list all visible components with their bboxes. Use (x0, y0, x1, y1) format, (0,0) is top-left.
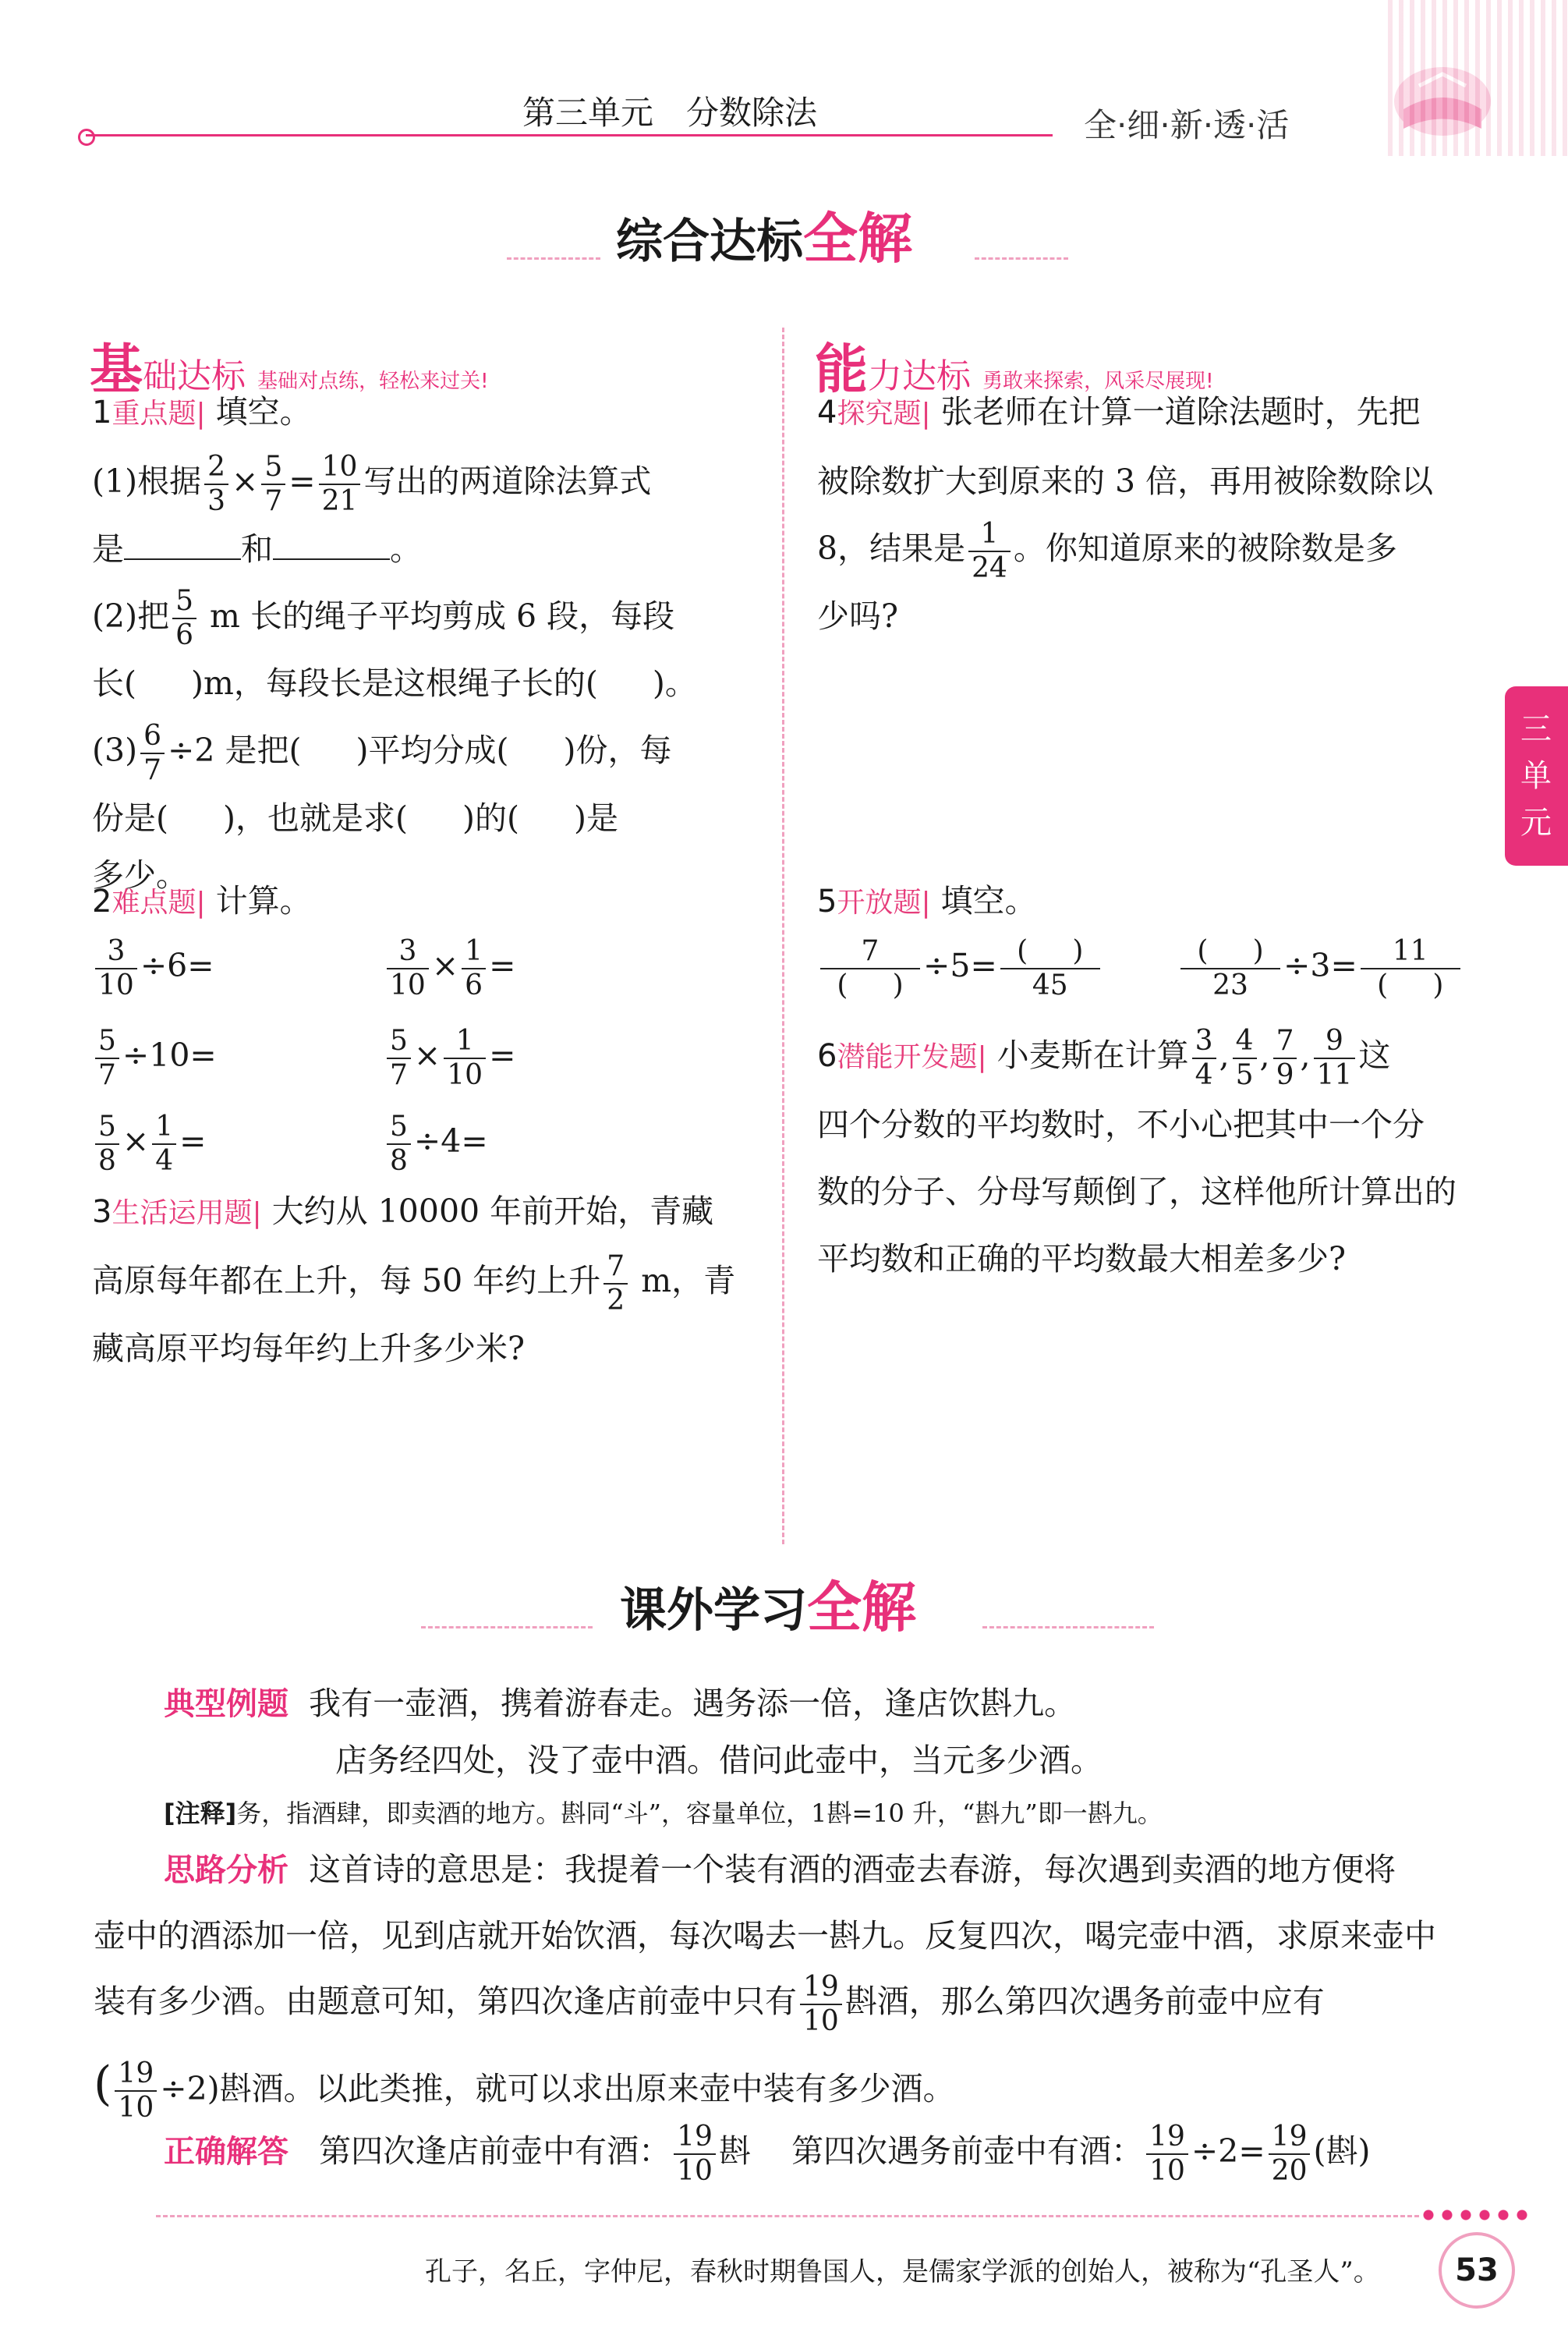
q1-p3-i: 多少。 (92, 856, 188, 894)
analysis-line3a: 装有多少酒。由题意可知，第四次逢店前壶中只有 (94, 1983, 797, 2020)
q6: 6潜能开发题| 小麦斯在计算 $\frac{3}{4}$ , $\frac{4}{5}$ , $\frac{7}{9}$ , $\frac{9}{11}$ 这 四个分数的平均数时，不小心把其中一个分 数的分子、分母写颠倒了，这样他所计算出的 平均数和正确的平均数最大相差多少? (817, 1022, 1503, 1292)
q2-div4: ÷4= (413, 1122, 488, 1160)
ability-header-sub: 勇敢来探索，风采尽展现! (982, 370, 1214, 393)
frac-19-10: $\frac{19}{10}$ (674, 2123, 716, 2185)
q1-p2-b: m 长的绳子平均剪成 6 段，每段 (210, 597, 675, 635)
frac-19-10: $\frac{19}{10}$ (800, 1973, 842, 2036)
basic-header-rest: 础达标 (143, 356, 246, 396)
q1-num: 1 (92, 395, 112, 431)
q1: 1重点题| 填空。 (1)根据 $\frac{2}{3}$ × $\frac{5}{7}$ = $\frac{10}{21}$ 写出的两道除法算式 是 和 。 (2)把 $\frac{5}{6}$ m 长的绳子平均剪成 6 段，每段 长( )m，每段长是这根绳子长的( )。 (3) $\frac{6}{7}$ ÷2 是把( )平均分成( )份，每 份是( )，也就是求( )的( )是 多少。 (92, 378, 763, 898)
q1-p3-e: 份是( (92, 799, 168, 837)
frac-4-5: $\frac{4}{5}$ (1233, 1027, 1257, 1090)
example (164, 1675, 1505, 1788)
section1-title-a: 综合达标 (616, 214, 803, 269)
frac-1-4: $\frac{1}{4}$ (152, 1113, 176, 1175)
section1-rule-right (975, 257, 1068, 260)
q2-tag: 2难点题| (92, 884, 206, 920)
q1-p3-b: ÷2 是把( (167, 732, 302, 769)
q1-p3-f: )，也就是求( (223, 799, 408, 837)
frac-blank-23: $\frac{( )}{23}$ (1180, 937, 1280, 1000)
q3-line3: 藏高原平均每年约上升多少米? (92, 1329, 525, 1367)
answer-a5: (斟) (1313, 2132, 1371, 2170)
frac-11-blank: $\frac{11}{( )}$ (1361, 937, 1460, 1000)
q1-p3-g: )的( (462, 799, 519, 837)
q2-tag-label: 难点题 (111, 887, 196, 919)
frac-5-8: $\frac{5}{8}$ (387, 1113, 411, 1175)
analysis-label: 思路分析 (164, 1852, 288, 1888)
q6-line2: 四个分数的平均数时，不小心把其中一个分 (817, 1106, 1425, 1143)
frac-5-7: $\frac{5}{7}$ (95, 1027, 119, 1090)
q1-p3-a: (3) (92, 732, 138, 769)
q6-line3: 数的分子、分母写颠倒了，这样他所计算出的 (817, 1173, 1457, 1210)
q5-tag-label: 开放题 (837, 887, 922, 919)
frac-7-9: $\frac{7}{9}$ (1273, 1027, 1297, 1090)
frac-2-3: $\frac{2}{3}$ (204, 453, 228, 516)
section1-title (616, 195, 912, 274)
q5-title: 填空。 (940, 882, 1037, 920)
frac-5-7: $\frac{5}{7}$ (261, 453, 285, 516)
side-tab-label: 三单元 (1520, 711, 1552, 841)
frac-7-blank: $\frac{7}{( )}$ (820, 937, 920, 1000)
q3-tag: 3生活运用题| (92, 1194, 262, 1230)
unit-title: 第三单元 分数除法 (522, 94, 818, 132)
q6-num: 6 (817, 1038, 837, 1074)
section2-title-a: 课外学习 (620, 1583, 807, 1638)
header-line (86, 134, 1053, 136)
frac-6-7: $\frac{6}{7}$ (140, 722, 165, 785)
q5 (817, 874, 1037, 930)
page-number: 53 (1439, 2232, 1515, 2309)
q4-num: 4 (817, 395, 837, 431)
q1-p2-c: 长( (92, 664, 136, 702)
header-motto: 全·细·新·透·活 (1084, 106, 1290, 144)
header-stripes (1388, 0, 1568, 156)
q3-line2a: 高原每年都在上升，每 50 年约上升 (92, 1262, 601, 1299)
q6-line1b: 这 (1358, 1037, 1391, 1074)
q1-p3-h: )是 (574, 799, 618, 837)
q3-line2b: m，青 (641, 1262, 736, 1299)
analysis-line3b: 斟酒，那么第四次遇务前壶中应有 (844, 1983, 1325, 2020)
q1-title: 填空。 (215, 393, 312, 431)
analysis (94, 1837, 1489, 2124)
frac-3-10: $\frac{3}{10}$ (387, 937, 429, 1000)
q4-line2: 被除数扩大到原来的 3 倍，再用被除数除以 (817, 462, 1434, 500)
q4-line3b: 。你知道原来的被除数是多 (1013, 530, 1397, 567)
footer-dots (1419, 2206, 1528, 2224)
q1-p2-e: )。 (652, 664, 697, 702)
q2-div6: ÷6= (140, 947, 214, 984)
section2-rule-right (982, 1626, 1154, 1628)
frac-5-6: $\frac{5}{6}$ (172, 587, 196, 650)
q6-tag-label: 潜能开发题 (837, 1041, 978, 1073)
frac-19-10: $\frac{19}{10}$ (1146, 2123, 1188, 2185)
q4 (817, 378, 1488, 650)
q5-tag: 5开放题| (817, 884, 931, 920)
answer-a2: 斟 (718, 2132, 751, 2170)
q1-p2-d: )m，每段长是这根绳子长的( (191, 664, 598, 702)
q2 (92, 874, 763, 930)
example-line2: 店务经四处，没了壶中酒。借问此壶中，当元多少酒。 (335, 1742, 1103, 1779)
analysis-line4c: 斟酒。以此类推，就可以求出原来壶中装有多少酒。 (219, 2069, 955, 2107)
footer-text: 孔子，名丘，字仲尼，春秋时期鲁国人，是儒家学派的创始人，被称为“孔圣人”。 (425, 2256, 1380, 2288)
section1-title-b: 全解 (803, 207, 912, 271)
frac-blank-45: $\frac{( )}{45}$ (1000, 937, 1100, 1000)
note-text: 务，指酒肆，即卖酒的地方。斟同“斗”，容量单位，1斟=10 升，“斟九”即一斟九。 (236, 1799, 1163, 1828)
q4-line3a: 8，结果是 (817, 530, 966, 567)
frac-5-8: $\frac{5}{8}$ (95, 1113, 119, 1175)
frac-1-6: $\frac{1}{6}$ (462, 937, 486, 1000)
q2-item-6 (384, 1107, 488, 1175)
section1-rule-left (507, 257, 600, 260)
note-label: [注释] (164, 1799, 237, 1828)
frac-1-10: $\frac{1}{10}$ (444, 1027, 486, 1090)
q3-num: 3 (92, 1194, 112, 1230)
answer-a3: 第四次遇务前壶中有酒： (791, 2132, 1144, 2170)
q2-item-4: $\frac{5}{7}$ × $\frac{1}{10}$ = (384, 1022, 515, 1090)
frac-3-4: $\frac{3}{4}$ (1192, 1027, 1216, 1090)
q1-p1-e: 。 (390, 530, 422, 568)
q1-p1-a: (1)根据 (92, 462, 202, 500)
frac-19-10: $\frac{19}{10}$ (115, 2060, 157, 2122)
answer-label: 正确解答 (164, 2134, 288, 2170)
q1-p3-c: )平均分成( (356, 732, 509, 769)
analysis-line1: 这首诗的意思是：我提着一个装有酒的酒壶去春游，每次遇到卖酒的地方便将 (309, 1851, 1396, 1888)
q5-a-div: ÷5= (923, 947, 997, 984)
answer-a4: ÷2= (1191, 2132, 1265, 2170)
q2-num: 2 (92, 884, 112, 920)
ability-header-big: 能 (815, 339, 869, 401)
q5-item-a (817, 932, 1103, 1000)
q6-tag: 6潜能开发题| (817, 1038, 987, 1074)
q2-item-2: $\frac{3}{10}$ × $\frac{1}{6}$ = (384, 932, 515, 1000)
q2-eq: = (489, 1037, 516, 1074)
answer-blank[interactable] (124, 527, 241, 560)
q2-item-1 (92, 932, 214, 1000)
q6-line4: 平均数和正确的平均数最大相差多少? (817, 1240, 1346, 1278)
q2-div10: ÷10= (122, 1037, 217, 1074)
frac-3-10: $\frac{3}{10}$ (95, 937, 137, 1000)
q5-num: 5 (817, 884, 837, 920)
column-divider (782, 328, 784, 1544)
q6-line1a: 小麦斯在计算 (996, 1037, 1189, 1074)
q2-item-3 (92, 1022, 217, 1090)
q1-p2-a: (2)把 (92, 597, 170, 635)
example-line1: 我有一壶酒，携着游春走。遇务添一倍，逢店饮斟九。 (309, 1685, 1077, 1722)
ability-header-rest: 力达标 (868, 356, 972, 396)
q1-p3-d: )份，每 (563, 732, 672, 769)
q5-item-b (1177, 932, 1464, 1000)
analysis-line2: 壶中的酒添加一倍，见到店就开始饮酒，每次喝去一斟九。反复四次，喝完壶中酒，求原来壶中 (94, 1917, 1436, 1954)
q2-eq: = (489, 947, 516, 984)
q3-line1: 大约从 10000 年前开始，青藏 (271, 1193, 714, 1230)
q1-p1-b: 写出的两道除法算式 (363, 462, 652, 500)
section2-rule-left (421, 1626, 593, 1628)
q2-item-5: $\frac{5}{8}$ × $\frac{1}{4}$ = (92, 1107, 207, 1175)
section2-title (620, 1564, 916, 1643)
q1-p1-c: 是 (92, 530, 124, 568)
q4-tag-label: 探究题 (837, 398, 922, 430)
analysis-line4b: ÷2) (160, 2069, 220, 2107)
frac-19-20: $\frac{19}{20}$ (1269, 2123, 1311, 2185)
answer-a1: 第四次逢店前壶中有酒： (319, 2132, 671, 2170)
q5-b-div: ÷3= (1283, 947, 1357, 984)
frac-1-24: $\frac{1}{24}$ (968, 520, 1011, 583)
example-label: 典型例题 (164, 1686, 288, 1722)
frac-10-21: $\frac{10}{21}$ (319, 453, 361, 516)
q2-title: 计算。 (215, 882, 312, 920)
q4-tag: 4探究题| (817, 395, 931, 431)
q3 (92, 1178, 763, 1382)
section2-title-b: 全解 (807, 1575, 916, 1639)
q1-p1-d: 和 (241, 530, 273, 568)
frac-5-7: $\frac{5}{7}$ (387, 1027, 411, 1090)
answer-blank[interactable] (273, 527, 390, 560)
basic-header-big: 基 (90, 339, 143, 401)
q3-tag-label: 生活运用题 (111, 1197, 253, 1229)
q2-eq: = (179, 1122, 207, 1160)
answer (164, 2118, 1505, 2185)
q4-line4: 少吗? (817, 597, 898, 635)
q4-line1: 张老师在计算一道除法题时，先把 (940, 393, 1421, 431)
analysis-line4a: ( (94, 2056, 112, 2111)
frac-7-2: $\frac{7}{2}$ (603, 1253, 628, 1315)
footer-rule (156, 2215, 1419, 2217)
q1-tag-label: 重点题 (111, 398, 196, 430)
header-dot (78, 129, 95, 146)
note (164, 1794, 1163, 1830)
frac-9-11: $\frac{9}{11}$ (1314, 1027, 1356, 1090)
basic-header-sub: 基础对点练，轻松来过关! (257, 370, 489, 393)
q1-tag: 1重点题| (92, 395, 206, 431)
